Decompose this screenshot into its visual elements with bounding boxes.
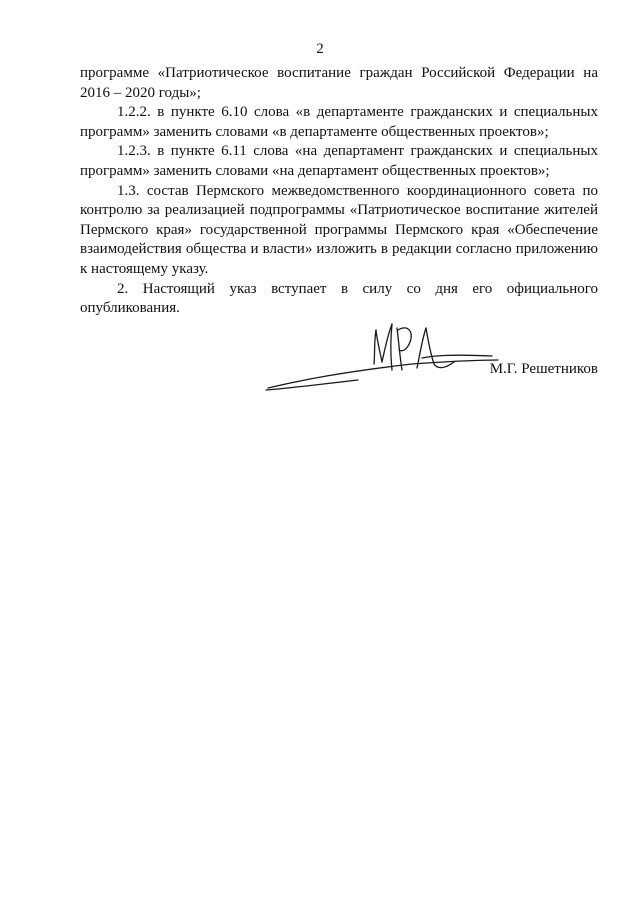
handwritten-signature (262, 318, 502, 398)
paragraph-1-2-2: 1.2.2. в пункте 6.10 слова «в департаменте гражданских и специальных программ» заменить словами «в департаменте общественных проектов»; (80, 104, 598, 140)
paragraph-program-continuation: программе «Патриотическое воспитание граждан Российской Федерации на 2016 – 2020 годы»; (80, 65, 598, 101)
page-number: 2 (316, 41, 324, 57)
paragraph-1-3: 1.3. состав Пермского межведомственного координационного совета по контролю за реализацией подпрограммы «Патриотическое воспитание жителей Пермского края» государственной программы Пермского края «Обеспечение взаимодействия общества и власти» изложить в редакции согласно приложению к настоящему указу. (80, 182, 598, 277)
paragraph-2: 2. Настоящий указ вступает в силу со дня его официального опубликования. (80, 280, 598, 317)
document-body (80, 64, 598, 319)
paragraph-1-2-3: 1.2.3. в пункте 6.11 слова «на департамент гражданских и специальных программ» заменить словами «на департамент общественных проектов»; (80, 143, 598, 179)
signer-name: М.Г. Решетников (489, 361, 598, 377)
